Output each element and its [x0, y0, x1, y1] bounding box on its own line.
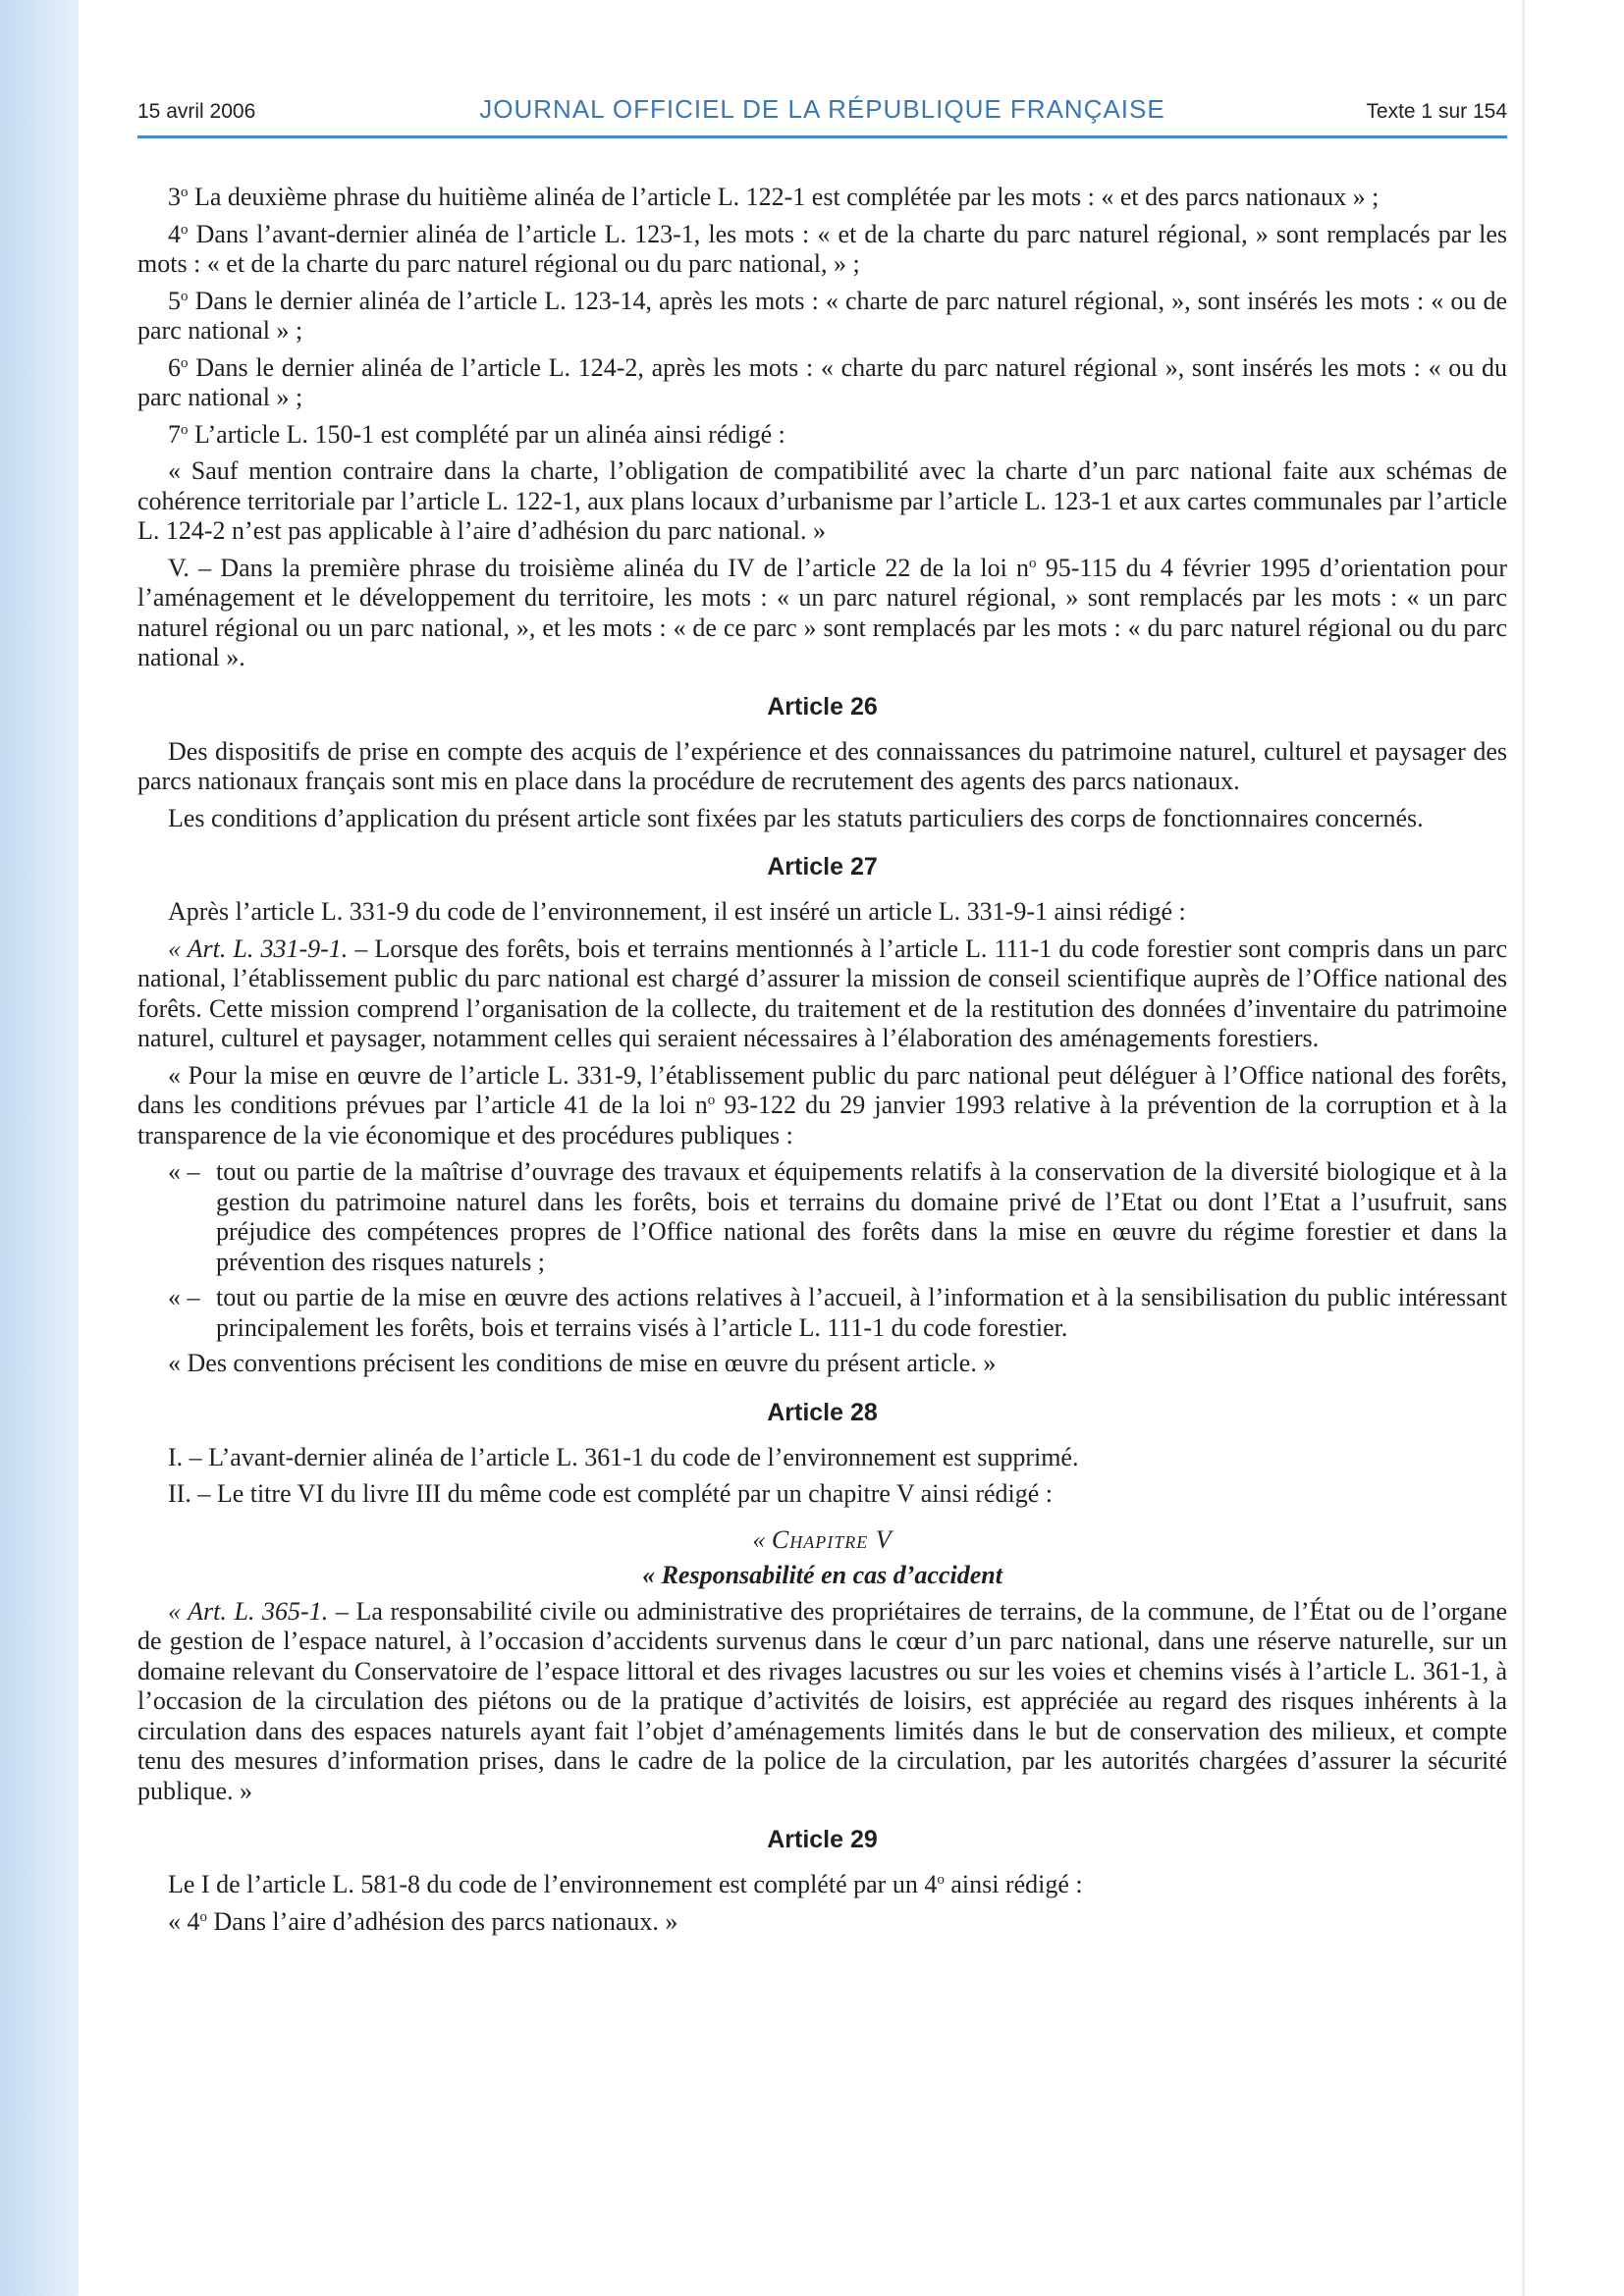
paragraph-6: 6$^o$ Dans le dernier alinéa de l’article L. 124-2, après les mots : « charte du parc naturel régional », sont insérés les mots : « ou du parc national » ;: [137, 352, 1507, 411]
paragraph-7: 7$^o$ L’article L. 150-1 est complété par un alinéa ainsi rédigé :: [168, 419, 785, 449]
article-27-paragraph-4: « Des conventions précisent les conditions de mise en œuvre du présent article. »: [168, 1349, 997, 1377]
header-date: 15 avril 2006: [137, 100, 256, 123]
article-26-paragraph-1: Des dispositifs de prise en compte des acquis de l’expérience et des connaissances du patrimoine naturel, culturel et paysager des parcs nationaux français sont mis en place dans la procédure de recrutement des agents des parcs nationaux.: [137, 736, 1507, 795]
article-28-heading: Article 28: [767, 1398, 878, 1426]
article-28-paragraph-3: « Art. L. 365-1. – La responsabilité civile ou administrative des propriétaires de terrains, de la commune, de l’État ou de l’organe de gestion de l’espace naturel, à l’occasion d’accidents survenus dans le cœur d’un parc national, dans une réserve naturelle, sur un domaine relevant du Conservatoire de l’espace littoral et des rivages lacustres ou sur les voies et chemins visés à l’article L. 361-1, à l’occasion de la circulation des piétons ou de la pratique d’activités de loisirs, est appréciée au regard des risques inhérents à la circulation dans des espaces naturels ayant fait l’objet d’aménagements limités dans le but de conservation des milieux, et compte tenu des mesures d’information prises, dans le cadre de la police de la circulation, par les autorités chargées d’assurer la sécurité publique. »: [137, 1596, 1508, 1805]
article-28-paragraph-2: II. – Le titre VI du livre III du même code est complété par un chapitre V ainsi rédigé :: [168, 1479, 1054, 1508]
page-header: [137, 94, 1507, 133]
article-29-heading: Article 29: [767, 1826, 878, 1853]
left-margin-band: [0, 0, 79, 2296]
article-27-heading: Article 27: [767, 853, 878, 881]
paragraph-quote: « Sauf mention contraire dans la charte, l’obligation de compatibilité avec la charte d’un parc national faite aux schémas de cohérence territoriale par l’article L. 122-1, aux plans locaux d’urbanisme par l’article L. 123-1 et aux cartes communales par l’article L. 124-2 n’est pas applicable à l’aire d’adhésion du parc national. »: [137, 456, 1507, 545]
article-27-paragraph-1: Après l’article L. 331-9 du code de l’environnement, il est inséré un article L. 331-9-1 ainsi rédigé :: [168, 897, 1186, 926]
paragraph-v: V. – Dans la première phrase du troisième alinéa du IV de l’article 22 de la loi $n^o$ 95-115 du 4 février 1995 d’orientation pour l’aménagement et le développement du territoire, les mots : « un parc naturel régional, » sont remplacés par les mots : « un parc naturel régional ou un parc national, », et les mots : « de ce parc » sont remplacés par les mots : « du parc naturel régional ou du parc national ».: [137, 553, 1507, 671]
article-29-paragraph-2: « 4$^o$ Dans l’aire d’adhésion des parcs nationaux. »: [168, 1906, 678, 1936]
chapter-title: « Responsabilité en cas d’accident: [642, 1561, 1002, 1589]
right-margin-rule: [1522, 0, 1525, 2296]
paragraph-5: 5$^o$ Dans le dernier alinéa de l’article L. 123-14, après les mots : « charte de parc naturel régional, », sont insérés les mots : « ou de parc national » ;: [137, 286, 1507, 345]
header-rule: [137, 135, 1507, 138]
journal-title: JOURNAL OFFICIEL DE LA RÉPUBLIQUE FRANÇAISE: [479, 94, 1165, 124]
article-27-list-item-1: « – tout ou partie de la maîtrise d’ouvrage des travaux et équipements relatifs à la conservation de la diversité biologique et à la gestion du patrimoine naturel dans les forêts, bois et terrains du domaine privé de l’Etat ou dont l’Etat a l’usufruit, sans préjudice des compétences propres de l’Office national des forêts dans la mise en œuvre du régime forestier et dans la prévention des risques naturels ;: [168, 1157, 1507, 1276]
article-27-list-item-2: « – tout ou partie de la mise en œuvre des actions relatives à l’accueil, à l’information et à la sensibilisation du public intéressant principalement les forêts, bois et terrains visés à l’article L. 111-1 du code forestier.: [168, 1283, 1507, 1342]
paragraph-3: 3$^o$ La deuxième phrase du huitième alinéa de l’article L. 122-1 est complétée par les mots : « et des parcs nationaux » ;: [168, 183, 1380, 211]
article-26-heading: Article 26: [767, 692, 878, 721]
chapter-heading: « Chapitre V: [752, 1524, 893, 1554]
document-body: [137, 183, 1507, 1944]
article-26-paragraph-2: Les conditions d’application du présent article sont fixées par les statuts particuliers des corps de fonctionnaires concernés.: [168, 803, 1424, 832]
page-number: Texte 1 sur 154: [1366, 100, 1507, 123]
paragraph-4: 4$^o$ Dans l’avant-dernier alinéa de l’article L. 123-1, les mots : « et de la charte du parc naturel régional, » sont remplacés par les mots : « et de la charte du parc naturel régional ou du parc national, » ;: [137, 219, 1507, 278]
article-27-paragraph-3: « Pour la mise en œuvre de l’article L. 331-9, l’établissement public du parc national peut déléguer à l’Office national des forêts, dans les conditions prévues par l’article 41 de la loi $n^o$ 93-122 du 29 janvier 1993 relative à la prévention de la corruption et à la transparence de la vie économique et des procédures publiques :: [137, 1060, 1507, 1149]
article-29-paragraph-1: Le I de l’article L. 581-8 du code de l’environnement est complété par un 4$^o$ ainsi rédigé :: [168, 1870, 1083, 1898]
article-28-paragraph-1: I. – L’avant-dernier alinéa de l’article L. 361-1 du code de l’environnement est supprimé.: [168, 1442, 1079, 1471]
article-27-paragraph-2: « Art. L. 331-9-1. – Lorsque des forêts, bois et terrains mentionnés à l’article L. 111-1 du code forestier sont compris dans un parc national, l’établissement public du parc national est chargé d’assurer la mission de conseil scientifique auprès de l’Office national des forêts. Cette mission comprend l’organisation de la collecte, du traitement et de la restitution des données d’inventaire du patrimoine naturel, culturel et paysager, notamment celles qui seraient nécessaires à l’élaboration des aménagements forestiers.: [137, 934, 1507, 1052]
